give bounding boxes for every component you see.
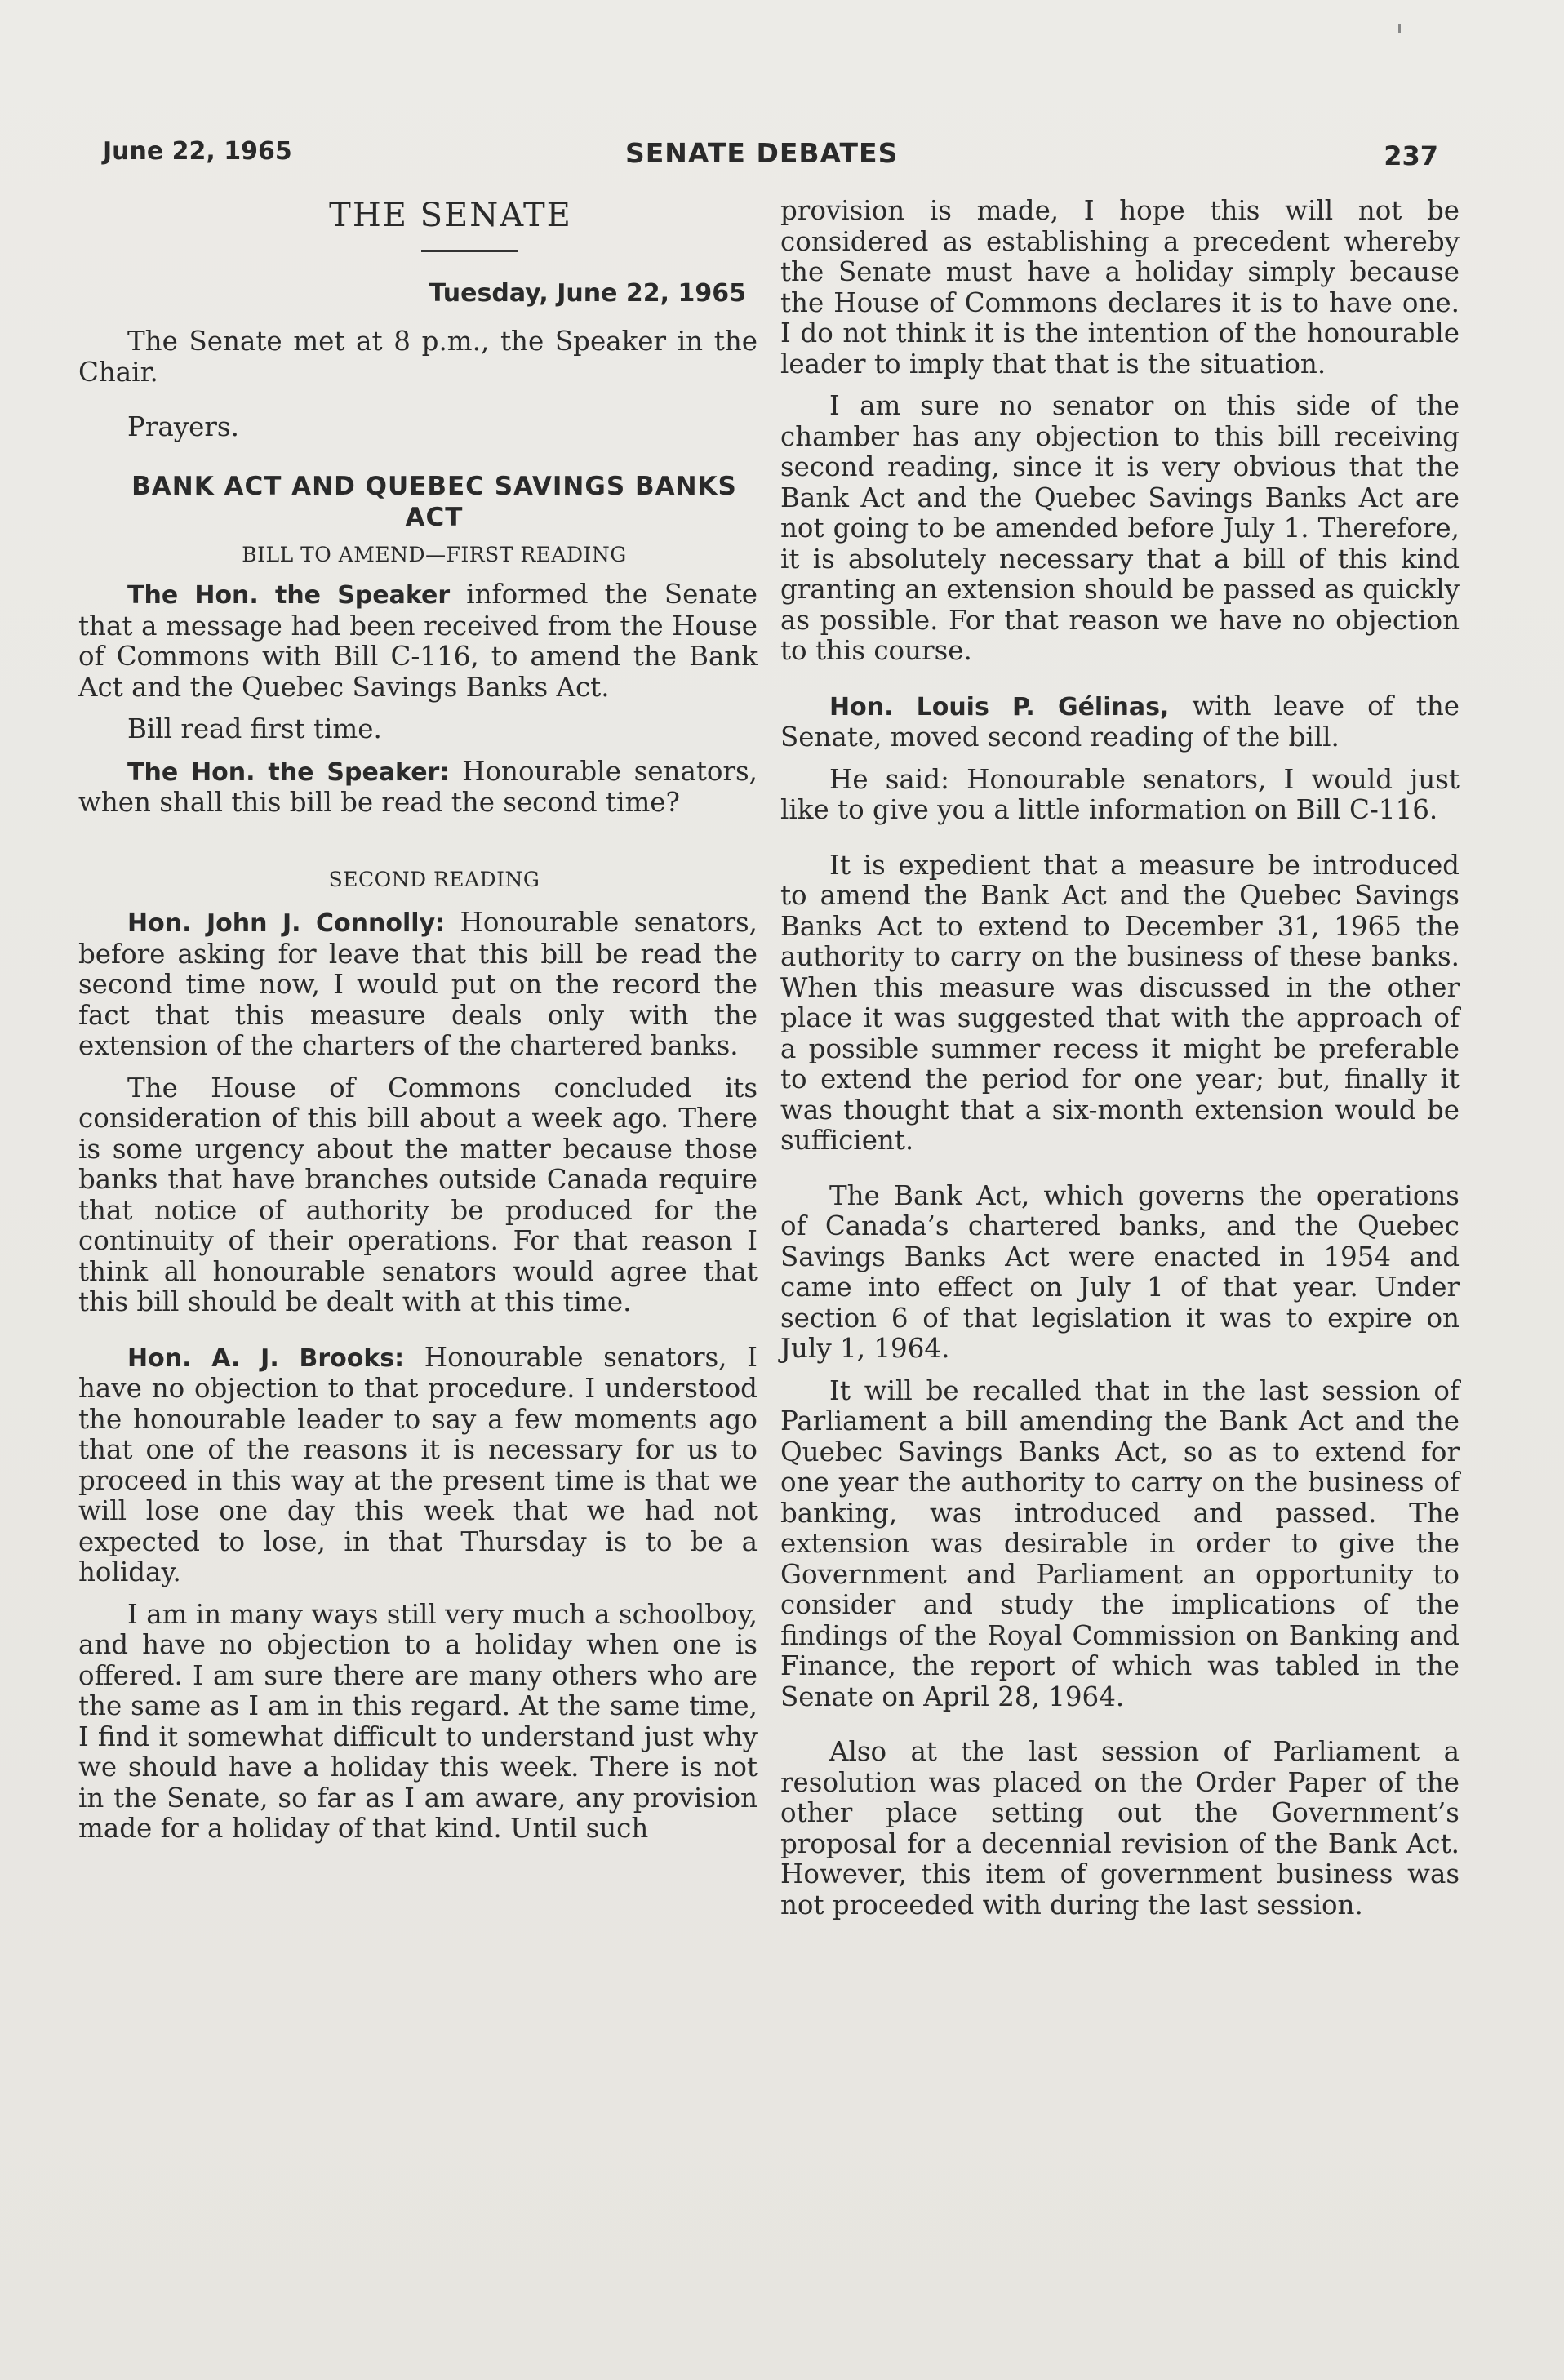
running-head-date: June 22, 1965 — [103, 137, 292, 166]
speaker-name: The Hon. the Speaker — [127, 581, 451, 610]
paragraph-expedient: It is expedient that a measure be introduced to amend the Bank Act and the Quebec Savings Banks Act to extend to December 31, 1965 the authority to carry on the business of these banks. When this measure was discussed in the other place it was suggested that with the approach of a possible summer recess it might be preferable to extend the period for one year; but, finally it was thought that a six-month extension would be sufficient. — [780, 849, 1460, 1156]
page-number: 237 — [1384, 140, 1438, 171]
paragraph-read-first: Bill read first time. — [127, 713, 382, 744]
sitting-date: Tuesday, June 22, 1965 — [429, 278, 746, 308]
paragraph-gelinas — [780, 691, 1460, 753]
chamber-title: THE SENATE — [329, 197, 572, 234]
speaker-name: Hon. Louis P. Gélinas, — [829, 692, 1170, 722]
paragraph-text: Honourable senators, before asking for leave that this bill be read the second time now, I would put on the record the fact that this measure deals only with the extension of the charters of the chartered banks. — [78, 907, 758, 1061]
paragraph-also: Also at the last session of Parliament a resolution was placed on the Order Paper of the other place setting out the Government’s proposal for a decennial revision of the Bank Act. However, this item of government business was not proceeded with during the last session. — [780, 1736, 1460, 1920]
paragraph-no-objection: I am sure no senator on this side of the chamber has any objection to this bill receiving second reading, since it is very obvious that the Bank Act and the Quebec Savings Banks Act are not going to be amended before July 1. Therefore, it is absolutely necessary that a bill of this kind granting an extension should be passed as quickly as possible. For that reason we have no objection to this course. — [780, 390, 1460, 666]
subheading-second-reading: SECOND READING — [328, 867, 540, 891]
paragraph-speaker-question — [78, 757, 758, 819]
running-head — [103, 137, 1438, 178]
paragraph-schoolboy: I am in many ways still very much a schoolboy, and have no objection to a holiday when one is offered. I am sure there are many others who are the same as I am in this regard. At the same time, I find it somewhat difficult to understand just why we should have a holiday this week. There is not in the Senate, so far as I am aware, any provision made for a holiday of that kind. Until such — [78, 1598, 758, 1844]
paragraph-text: informed the Senate that a message had been received from the House of Commons with Bill C-116, to amend the Bank Act and the Quebec Savings Banks Act. — [78, 579, 758, 703]
left-column — [78, 196, 758, 1856]
paragraph-house-concluded: The House of Commons concluded its consideration of this bill about a week ago. There is some urgency about the matter because those banks that have branches outside Canada require that notice of authority be produced for the continuity of their operations. For that reason I think all honourable senators would agree that this bill should be dealt with at this time. — [78, 1072, 758, 1317]
right-column — [780, 196, 1460, 1932]
paragraph-continued: provision is made, I hope this will not be considered as establishing a precedent whereby the Senate must have a holiday simply because the House of Commons declares it is to have one. I do not think it is the intention of the honourable leader to imply that that is the situation. — [780, 195, 1460, 380]
title-rule — [421, 250, 518, 252]
paragraph-text: Honourable senators, I have no objection to that procedure. I understood the honourable leader to say a few moments ago that one of the reasons it is necessary for us to proceed in this way at the present time is that we will lose one day this week that we had not expected to lose, in that Thursday is to be a holiday. — [78, 1341, 758, 1587]
paragraph-speaker-message — [78, 579, 758, 703]
section-heading: BANK ACT AND QUEBEC SAVINGS BANKS ACT — [131, 471, 737, 532]
speaker-name: Hon. A. J. Brooks: — [127, 1343, 405, 1373]
speaker-name: Hon. John J. Connolly: — [127, 909, 446, 938]
running-head-title: SENATE DEBATES — [625, 137, 899, 169]
paragraph-text: with leave of the Senate, moved second reading of the bill. — [780, 690, 1460, 753]
scan-mark — [1398, 24, 1401, 33]
speaker-name: The Hon. the Speaker: — [127, 757, 450, 787]
paragraph-senate-met: The Senate met at 8 p.m., the Speaker in the Chair. — [78, 326, 758, 388]
paragraph-prayers: Prayers. — [127, 411, 239, 442]
paragraph-recalled: It will be recalled that in the last session of Parliament a bill amending the Bank Act and the Quebec Savings Banks Act, so as to extend for one year the authority to carry on the business of banking, was introduced and passed. The extension was desirable in order to give the Government and Parliament an opportunity to consider and study the implications of the findings of the Royal Commission on Banking and Finance, the report of which was tabled in the Senate on April 28, 1964. — [780, 1374, 1460, 1712]
paragraph-connolly — [78, 908, 758, 1062]
paragraph-brooks — [78, 1343, 758, 1588]
subheading-first-reading: BILL TO AMEND—FIRST READING — [242, 542, 627, 566]
paragraph-text: Honourable senators, when shall this bill be read the second time? — [78, 755, 758, 818]
paragraph-bank-act: The Bank Act, which governs the operations of Canada’s chartered banks, and the Quebec Savings Banks Act were enacted in 1954 and came into effect on July 1 of that year. Under section 6 of that legislation it was to expire on July 1, 1964. — [780, 1179, 1460, 1364]
paragraph-he-said: He said: Honourable senators, I would just like to give you a little information on Bill C-116. — [780, 763, 1460, 825]
